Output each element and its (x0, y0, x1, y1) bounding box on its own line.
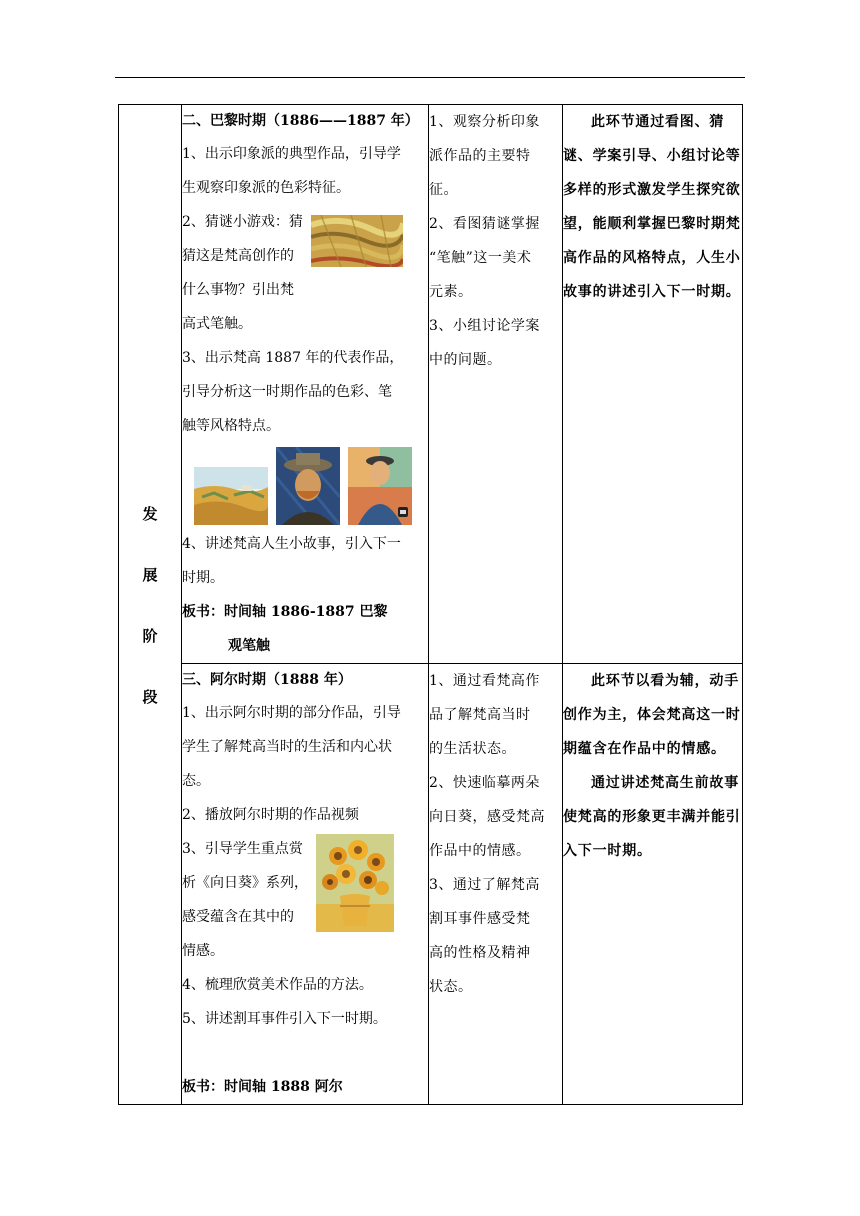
text-line: 析《向日葵》系列， (182, 875, 308, 891)
text-line: 元素。 (429, 284, 473, 300)
text-line: 征。 (429, 182, 458, 198)
text-line: 3、出示梵高 1887 年的代表作品， (182, 350, 404, 366)
self-portrait-felt-hat-image (276, 447, 340, 525)
text-line: 3、引导学生重点赏 (182, 841, 303, 857)
paris-activity-cell (429, 105, 563, 664)
text-line: 触等风格特点。 (182, 418, 280, 434)
design-intent-text: 此环节通过看图、猜谜、学案引导、小组讨论等多样的形式激发学生探究欲望，能顺利掌握巴黎时期梵高作品的风格特点，人生小故事的讲述引入下一时期。 (563, 114, 741, 300)
text-line: 引导分析这一时期作品的色彩、笔 (182, 384, 392, 400)
brushstroke-detail-image (311, 215, 403, 267)
lesson-plan-table (118, 104, 743, 1105)
stage-char: 阶 (142, 626, 158, 645)
sunflowers-painting-image (316, 834, 394, 932)
text-line: 生观察印象派的色彩特征。 (182, 180, 350, 196)
text-line: 态。 (182, 773, 210, 789)
text-line: 向日葵，感受梵高 (429, 809, 545, 825)
arles-activity-cell (429, 664, 563, 1105)
paris-intent-cell (563, 105, 743, 664)
text-line: 情感。 (182, 943, 224, 959)
stage-char: 发 (142, 504, 158, 523)
text-line: 1、出示阿尔时期的部分作品，引导 (182, 705, 401, 721)
text-line: 猜这是梵高创作的 (182, 248, 294, 264)
text-line: 2、猜谜小游戏：猜 (182, 214, 303, 230)
pere-tanguy-portrait-image (348, 447, 412, 525)
text-line: 2、快速临摹两朵 (429, 775, 540, 791)
text-line: 1、出示印象派的典型作品，引导学 (182, 146, 401, 162)
table-row (119, 664, 743, 1105)
text-line: 1、观察分析印象 (429, 114, 540, 130)
design-intent-text: 此环节以看为辅，动手创作为主，体会梵高这一时期蕴含在作品中的情感。 (563, 673, 741, 757)
text-line: 学生了解梵高当时的生活和内心状 (182, 739, 392, 755)
text-line: 高式笔触。 (182, 316, 252, 332)
board-note: 板书：时间轴 1888 阿尔 (182, 1079, 343, 1095)
text-line: 派作品的主要特 (429, 148, 531, 164)
text-line: 2、播放阿尔时期的作品视频 (182, 807, 359, 823)
text-line: 4、讲述梵高人生小故事，引入下一 (182, 536, 401, 552)
text-line: 时期。 (182, 570, 224, 586)
stage-char: 展 (142, 565, 158, 584)
section-title: 三、阿尔时期（1888 年） (182, 672, 352, 688)
paris-content-cell (182, 105, 429, 664)
text-line: 中的问题。 (429, 352, 502, 368)
text-line: 2、看图猜谜掌握 (429, 216, 540, 232)
stage-cell (119, 105, 182, 1105)
text-line: 状态。 (429, 979, 473, 995)
text-line: 3、小组讨论学案 (429, 318, 540, 334)
text-line: “笔触”这一美术 (429, 250, 532, 266)
section-title: 二、巴黎时期（1886——1887 年） (182, 113, 419, 129)
board-note: 板书：时间轴 1886-1887 巴黎 (182, 604, 388, 620)
text-line: 的生活状态。 (429, 741, 516, 757)
text-line: 高的性格及精神 (429, 945, 531, 961)
text-line: 割耳事件感受梵 (429, 911, 531, 927)
design-intent-text: 通过讲述梵高生前故事使梵高的形象更丰满并能引入下一时期。 (563, 775, 741, 859)
text-line: 1、通过看梵高作 (429, 673, 540, 689)
text-line: 品了解梵高当时 (429, 707, 531, 723)
arles-content-cell (182, 664, 429, 1105)
landscape-painting-image (194, 467, 268, 525)
text-line: 什么事物？引出梵 (182, 282, 294, 298)
table-row (119, 105, 743, 664)
text-line: 3、通过了解梵高 (429, 877, 540, 893)
text-line: 5、讲述割耳事件引入下一时期。 (182, 1011, 387, 1027)
text-line: 4、梳理欣赏美术作品的方法。 (182, 977, 373, 993)
stage-char: 段 (142, 687, 158, 706)
board-note: 观笔触 (228, 638, 270, 654)
header-rule (115, 77, 745, 78)
arles-intent-cell (563, 664, 743, 1105)
text-line: 感受蕴含在其中的 (182, 909, 294, 925)
text-line: 作品中的情感。 (429, 843, 531, 859)
